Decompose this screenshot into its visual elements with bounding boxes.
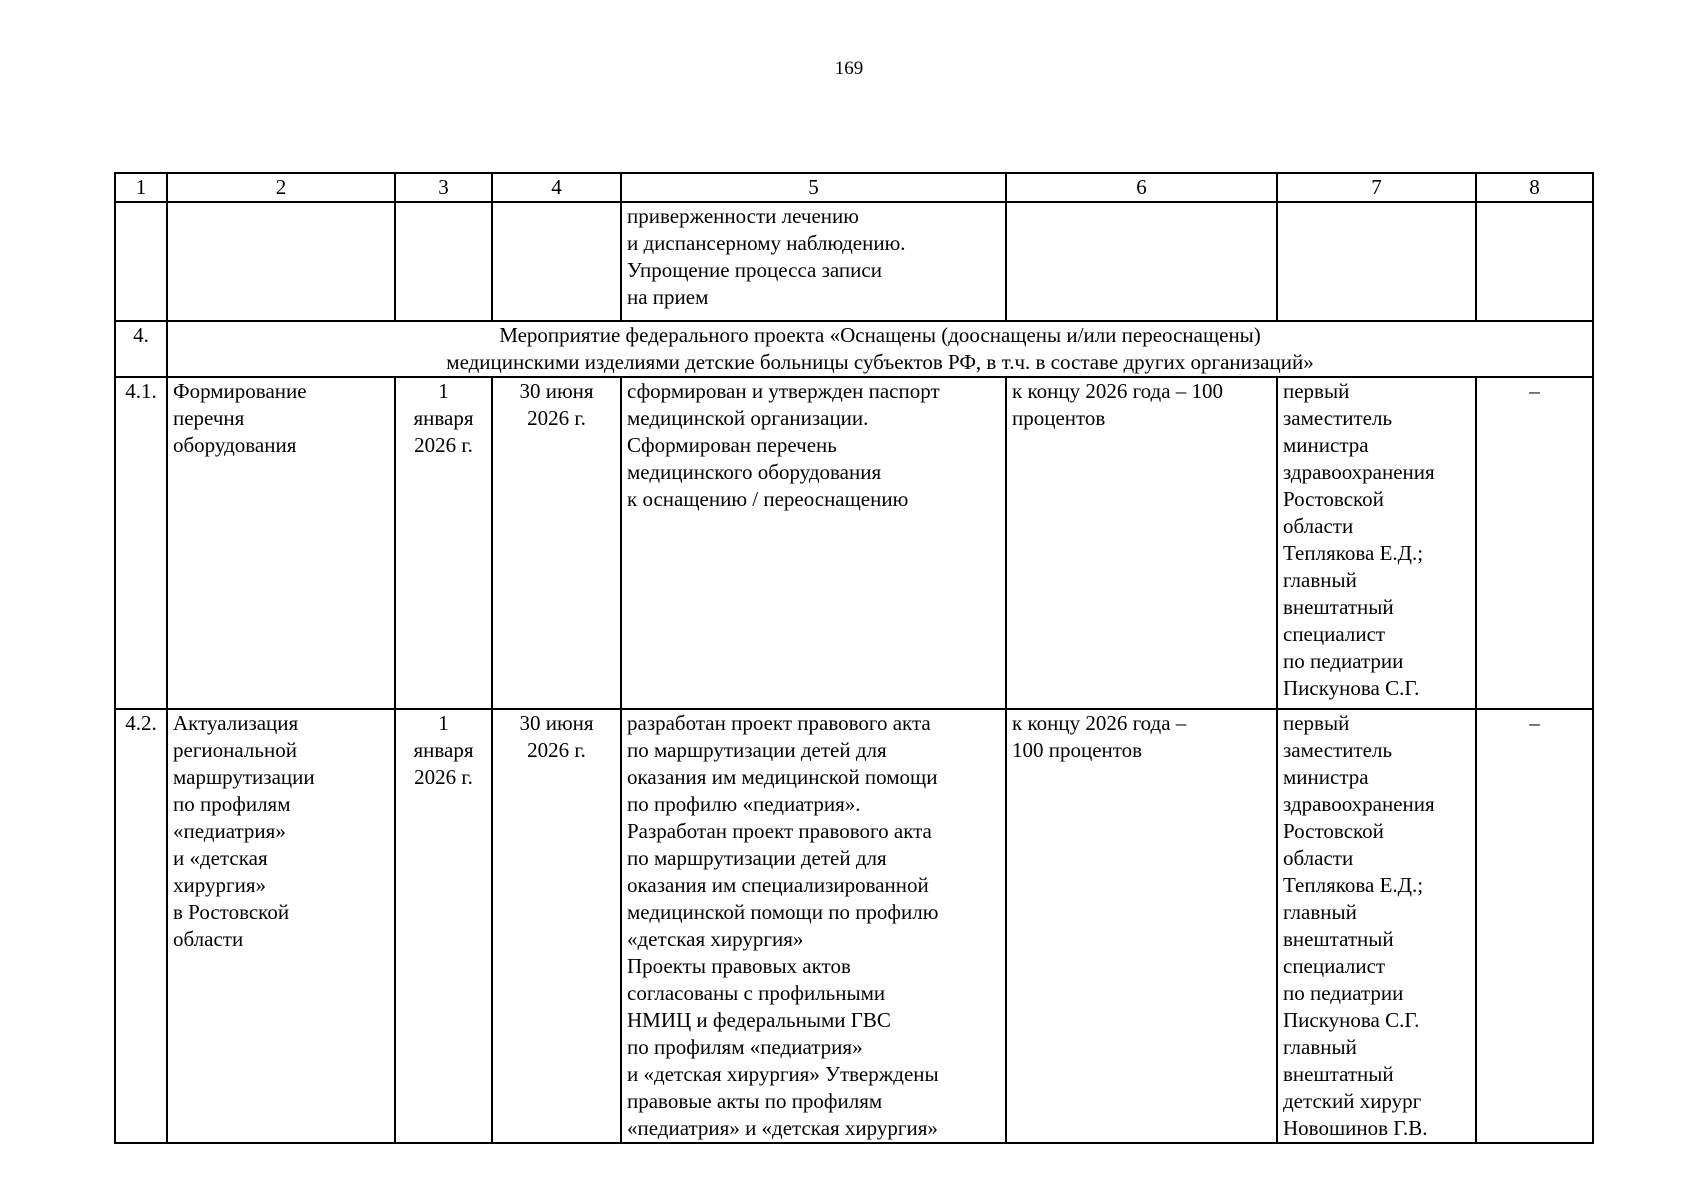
row-number: 4.1.	[115, 377, 167, 709]
end-date: 30 июня 2026 г.	[492, 377, 621, 709]
indicator: к концу 2026 года – 100 процентов	[1006, 377, 1277, 709]
column-number-row	[115, 173, 1593, 202]
section-title: Мероприятие федерального проекта «Оснащены (дооснащены и/или переоснащены) медицинскими изделиями детские больницы субъектов РФ, в т.ч. в составе других организаций»	[167, 321, 1593, 377]
column-number: 4	[492, 173, 621, 202]
empty-cell	[492, 202, 621, 321]
table-row	[115, 709, 1593, 1143]
column-number: 5	[621, 173, 1006, 202]
column-number: 8	[1476, 173, 1593, 202]
event-name: Формирование перечня оборудования	[167, 377, 395, 709]
section-number: 4.	[115, 321, 167, 377]
result-description: сформирован и утвержден паспорт медицинской организации. Сформирован перечень медицинского оборудования к оснащению / переоснащению	[621, 377, 1006, 709]
column-number: 1	[115, 173, 167, 202]
table-row	[115, 377, 1593, 709]
start-date: 1 января 2026 г.	[395, 709, 492, 1143]
empty-cell	[115, 202, 167, 321]
responsible-person: первый заместитель министра здравоохранения Ростовской области Теплякова Е.Д.; главный внештатный специалист по педиатрии Пискунова С.Г. главный внештатный детский хирург Новошинов Г.В.	[1277, 709, 1476, 1143]
section-row	[115, 321, 1593, 377]
column-number: 2	[167, 173, 395, 202]
plan-table	[114, 172, 1594, 1144]
row-number: 4.2.	[115, 709, 167, 1143]
column-number: 7	[1277, 173, 1476, 202]
empty-cell	[1006, 202, 1277, 321]
column-number: 6	[1006, 173, 1277, 202]
page-number: 169	[834, 58, 864, 79]
start-date: 1 января 2026 г.	[395, 377, 492, 709]
empty-cell	[167, 202, 395, 321]
end-date: 30 июня 2026 г.	[492, 709, 621, 1143]
result-description: разработан проект правового акта по маршрутизации детей для оказания им медицинской помощи по профилю «педиатрия». Разработан проект правового акта по маршрутизации детей для оказания им специализированной медицинской помощи по профилю «детская хирургия» Проекты правовых актов согласованы с профильными НМИЦ и федеральными ГВС по профилям «педиатрия» и «детская хирургия» Утверждены правовые акты по профилям «педиатрия» и «детская хирургия»	[621, 709, 1006, 1143]
dash-cell: –	[1476, 377, 1593, 709]
empty-cell	[1476, 202, 1593, 321]
empty-cell	[395, 202, 492, 321]
column-number: 3	[395, 173, 492, 202]
indicator: к концу 2026 года – 100 процентов	[1006, 709, 1277, 1143]
empty-cell	[1277, 202, 1476, 321]
dash-cell: –	[1476, 709, 1593, 1143]
result-cell: приверженности лечению и диспансерному наблюдению. Упрощение процесса записи на прием	[621, 202, 1006, 321]
table-row-continued	[115, 202, 1593, 321]
responsible-person: первый заместитель министра здравоохранения Ростовской области Теплякова Е.Д.; главный внештатный специалист по педиатрии Пискунова С.Г.	[1277, 377, 1476, 709]
event-name: Актуализация региональной маршрутизации по профилям «педиатрия» и «детская хирургия» в Ростовской области	[167, 709, 395, 1143]
